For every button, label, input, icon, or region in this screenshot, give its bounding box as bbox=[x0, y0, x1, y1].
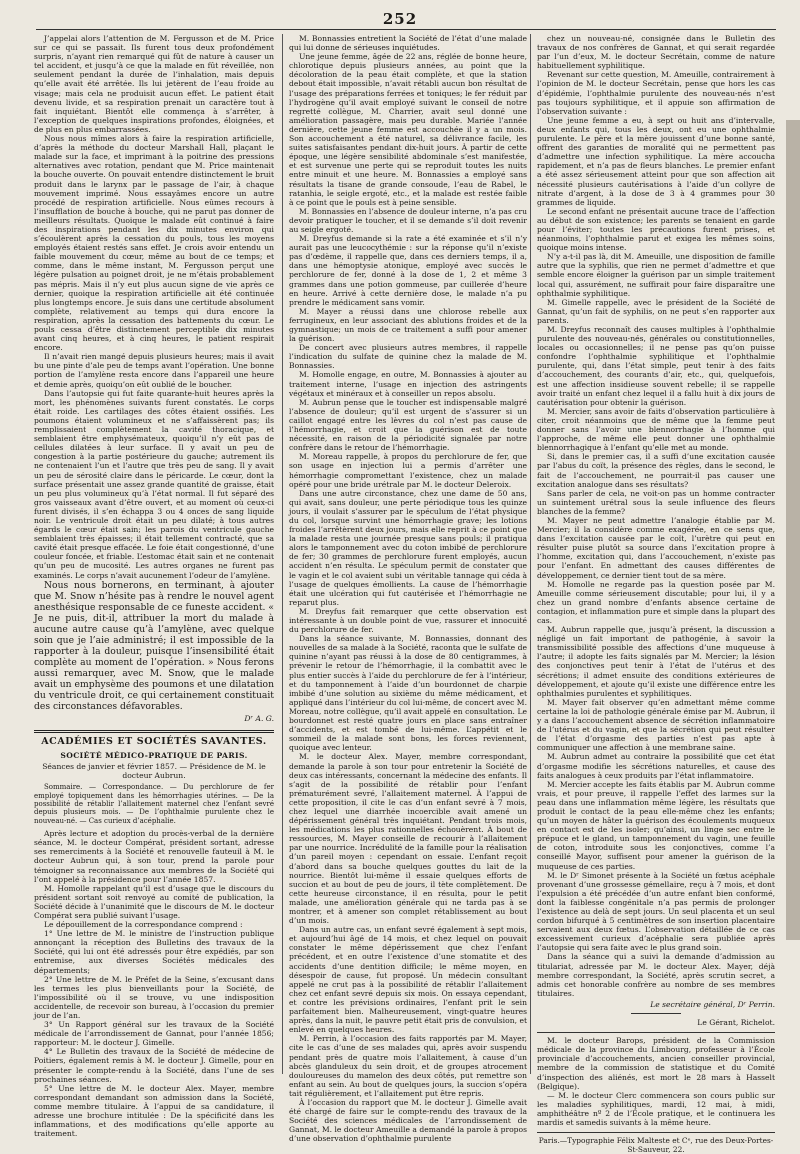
paragraph: M. Mayer fait observer qu’en admettant même comme certaine la loi de pathologie générale émise par M. Aubrun, il y a dans l’accouchement absence de sécrétion inflammatoire de l’utérus et du vagin, et que la sécrétion qui peut résulter de l’état d’orgasme des parties n’est pas apte à communiquer une affection à une membrane saine. bbox=[537, 697, 775, 753]
society-name: SOCIÉTÉ MÉDICO-PRATIQUE DE PARIS. bbox=[60, 750, 248, 760]
paragraph: M. Bonnassies en l’absence de douleur interne, n’a pas cru devoir pratiquer le toucher, et il se demande s’il doit revenir au seigle ergoté. bbox=[289, 206, 527, 234]
paragraph: Dans l’autopsie qui fut faite quarante-huit heures après la mort, les phénomènes suivants furent constatés. Le corps était roide. Les cartilages des côtes étaient ossifiés. Les poumons étaient volumineux et ne s’affaissèrent pas; ils remplissaient complètement la cavité thoracique, et semblaient être emphysémateux, quoiqu’il n’y eût pas de cellules dilatées à leur surface. Il y avait un peu de congestion à la partie postérieure du gauche; autrement ils ne contenaient l’un et l’autre que très peu de sang. Il y avait un peu de sérosité claire dans le péricarde. Le cœur, dont la surface présentait une assez grande quantité de graisse, était un peu plus volumineux qu’à l’état normal. Il fut séparé des gros vaisseaux avant d’être ouvert, et au moment où ceux-ci furent divisés, il s’en échappa 3 ou 4 onces de sang liquide noir. Le ventricule droit était un peu dilaté; à tous autres égards le cœur était sain; les parois du ventricule gauche semblaient très épaisses; il était tellement contracté, que sa cavité était presque effacée. Le foie était congestionné, d’une couleur foncée, et friable. L’estomac était sain et ne contenait qu’un peu de mucosité. Les autres organes ne furent pas examinés. Le corps n’avait aucunement l’odeur de l’amylène. bbox=[34, 388, 274, 580]
article-signature: Dʳ A. G. bbox=[244, 713, 274, 723]
paragraph: Une jeune femme a eu, à sept ou huit ans d’intervalle, deux enfants qui, tous les deux, ont eu une ophthalmie purulente. Le père et la mère jouissent d’une bonne santé, offrent des garanties de moralité qui ne permettent pas d’admettre une infection syphilitique. La mère accoucha rapidement, et n’a pas de fleurs blanches. Le premier enfant a été assez sérieusement atteint pour que son affection ait nécessité plusieurs cautérisations à l’aide d’un collyre de nitrate d’argent, à la dose de 3 à 4 grammes pour 30 grammes de liquide. bbox=[537, 115, 775, 207]
paragraph: Revenant sur cette question, M. Ameuille, contrairement à l’opinion de M. le docteur Secrétain, pense que hors les cas d’épidémie, l’ophthalmie purulente des nouveau-nés n’est pas toujours syphilitique, et il appuie son affirmation de l’observation suivante : bbox=[537, 70, 775, 116]
paragraph: M. Aubrun pense que le toucher est indispensable malgré l’absence de douleur; qu’il est urgent de s’assurer si un caillot engagé entre les lèvres du col n’est pas cause de l’hémorrhagie, et croit que la guérison est de toute nécessité, en raison de la périodicité signalée par notre confrère dans le retour de l’hémorrhagie. bbox=[289, 397, 527, 453]
paragraph: M. Mayer a réussi dans une chlorose rebelle aux ferrugineux, en leur associant des ablutions froides et de la gymnastique; un mois de ce traitement a suffi pour amener la guérison. bbox=[289, 306, 527, 344]
paragraph: M. Mercier, sans avoir de faits d’observation particulière à citer, croit néanmoins que de même que la femme peut donner sans l’avoir une blennorrhagie à l’homme qui l’approche, de même elle peut donner une ophthalmie blennorrhagique à l’enfant qu’elle met au monde. bbox=[537, 406, 775, 453]
paragraph: N’y a-t-il pas là, dit M. Ameuille, une disposition de famille autre que la syphilis, que rien ne permet d’admettre et que semble encore éloigner la guérison par un simple traitement local qui, assurément, ne suffirait pour faire disparaître une ophthalmie syphilitique. bbox=[537, 252, 775, 298]
summary: Sommaire. — Correspondance. — Du perchlorure de fer employé topiquement dans les hémorrhagies utérines. — De la possibilité de rétablir l’allaitement maternel chez l’enfant sevré depuis plusieurs mois. — De l’ophthalmie purulente chez le nouveau-né. — Cas curieux d’acéphalie. bbox=[34, 783, 274, 825]
paragraph: M. Homolle rappelant qu’il est d’usage que le discours du président sortant soit renvoyé au comité de publication, la Société décide à l’unanimité que le discours de M. le docteur Compérat sera publié suivant l’usage. bbox=[34, 883, 274, 920]
paragraph: Dans une autre circonstance, chez une dame de 50 ans, qui avait, sans douleur, une perte périodique tous les quinze jours, il voulait s’assurer par le spéculum de l’état physique du col, lorsque survint une hémorrhagie grave; les lotions froides l’arrêtèrent deux jours, mais elle reprit à ce point que la malade resta une journée presque sans pouls; il pratiqua alors le tamponnement avec du coton imbibé de perchlorure de fer; 30 grammes de perchlorure furent employés, aucun accident n’en résulta. Le spéculum permit de constater que le vagin et le col avaient subi un véritable tannage qui céda à l’usage de quelques émollients. La cause de l’hémorrhagie était une ulcération qui fut cautérisée et l’hémorrhagie ne reparut plus. bbox=[289, 488, 527, 607]
paragraph: Nous nous mîmes alors à faire la respiration artificielle, d’après la méthode du docteur Marshall Hall, plaçant le malade sur la face, et imprimant à la poitrine des pressions alternatives avec rotation, pendant que M. Price maintenait la bouche ouverte. On pouvait entendre distinctement le bruit produit dans le larynx par le passage de l’air, à chaque mouvement imprimé. Nous essayâmes encore un autre procédé de respiration artificielle. Nous eûmes recours à l’insufflation de bouche à bouche, qui ne parut pas donner de meilleurs résultats. Quoique le malade eût continué à faire des inspirations pendant les dix minutes environ qui s’écoulèrent après la cessation du pouls, tous les moyens employés étaient restés sans effet. Je crois avoir entendu un faible mouvement du cœur, même au bout de ce temps; et comme, dans le même instant, M. Fergusson perçut une légère pulsation au poignet droit, je ne m’étais probablement pas mépris. Mais il n’y eut plus aucun signe de vie après ce dernier, quoique la respiration artificielle ait été continuée plus longtemps encore. Je suis dans une certitude absolument complète, relativement au temps qui dura encore la respiration, après la cessation des battements du cœur. Le pouls cessa d’être distinctement perceptible dix minutes avant cinq heures, et à cinq heures, le patient respirait encore. bbox=[34, 134, 274, 353]
paragraph: M. Mercier accepte les faits établis par M. Aubrun comme vrais, et pour preuve, il rappelle l’effet des larmes sur la peau dans une inflammation même légère, les résultats que produit le contact de la peau elle-même chez les enfants; qu’un moyen de hâter la guérison des écoulements muqueux en contact est de les isoler; qu’ainsi, un linge sec entre le prépuce et le gland, un tamponnement du vagin, une feuille de coton, introduite sous les conjonctives, comme l’a conseillé Mayor, suffisent pour amener la guérison de la muqueuse de ces parties. bbox=[537, 779, 775, 871]
column-2 bbox=[282, 34, 527, 1144]
paragraph: Dans la séance suivante, M. Bonnassies, donnant des nouvelles de sa malade à la Société, raconta que le sulfate de quinine n’ayant pas réussi à la dose de 80 centigrammes, à prévenir le retour de l’hémorrhagie, il la combattit avec le plus entier succès à l’aide du perchlorure de fer à l’intérieur, et du tamponnement à l’aide d’un bourdonnet de charpie imbibé d’une solution au sixième du même médicament, et appliqué dans l’intérieur du col lui-même, de concert avec M. Moreau, notre collègue, qu’il avait appelé en consultation. Le bourdonnet est resté quatre jours en place sans entraîner d’accidents, et est tombé de lui-même. L’appétit et le sommeil de la malade sont bons, les forces reviennent, quoique avec lenteur. bbox=[289, 634, 527, 753]
paragraph: Sans parler de cela, ne voit-on pas un homme contracter un suintement urétral sous la seule influence des fleurs blanches de la femme? bbox=[537, 488, 775, 516]
paragraph: M. Dreyfus fait remarquer que cette observation est intéressante à un double point de vue, rassurer et innocuité du perchlorure de fer. bbox=[289, 606, 527, 635]
page-edge-shadow bbox=[786, 120, 800, 940]
notice: M. le docteur Barops, président de la Commission médicale de la province du Limbourg, professeur à l’École provinciale d’accouchements, ancien conseiller provincial, membre de la commission de statistique et du Comité d’inspection des aliénés, est mort le 28 mars à Hasselt (Belgique). bbox=[537, 1036, 775, 1091]
paragraph: M. Aubrun admet au contraire la possibilité que cet état d’orgasme modifie les sécrétions naturelles, et cause des faits analogues à ceux produits par l’état inflammatoire. bbox=[537, 752, 775, 780]
paragraph: M. Gimelle rappelle, avec le président de la Société de Gannat, qu’un fait de syphilis, on ne peut s’en rapporter aux parents. bbox=[537, 297, 775, 325]
paragraph: Après lecture et adoption du procès-verbal de la dernière séance, M. le docteur Compérat, président sortant, adresse ses remerciments à la Société et renouvelle fauteuil à M. le docteur Aubrun qui, à son tour, prend la parole pour témoigner sa reconnaissance aux membres de la Société qui l’ont appelé à la présidence pour l’année 1857. bbox=[34, 829, 274, 884]
paragraph: Dans la séance qui a suivi la demande d’admission au titulariat, adressée par M. le docteur Alex. Mayer, déjà membre correspondant, la Société, après scrutin secret, a admis cet honorable confrère au nombre de ses membres titulaires. bbox=[537, 952, 775, 998]
paragraph: M. Bonnassies entretient la Société de l’état d’une malade qui lui donne de sérieuses inquiétudes. bbox=[289, 34, 527, 53]
paragraph: chez un nouveau-né, consignée dans le Bulletin des travaux de nos confrères de Gannat, et qui serait regardée par l’un d’eux, M. le docteur Secrétain, comme de nature habituellement syphilitique. bbox=[537, 34, 775, 71]
paragraph: Le second enfant ne présentait aucune trace de l’affection au début de son existence; les parents se tenaient en garde pour l’éviter; toutes les précautions furent prises, et néanmoins, l’ophthalmie parut et exigea les mêmes soins, quoique moins intense. bbox=[537, 206, 775, 253]
closing-paragraph: Nous nous bornerons, en terminant, à ajouter que M. Snow n’hésite pas à rendre le nouvel agent anesthésique responsable de ce funeste accident. « Je ne puis, dit-il, attribuer la mort du malade à aucune autre cause qu’à l’amylène, avec quelque soin que je l’aie administré; il est impossible de la rapporter à la douleur, puisque l’insensibilité était complète au moment de l’opération. » Nous ferons aussi remarquer, avec M. Snow, que le malade avait un emphysème des poumons et une dilatation du ventricule droit, ce qui certainement constituait des circonstances défavorables. bbox=[34, 579, 274, 712]
manager-signature: Le Gérant, Richelot. bbox=[697, 1018, 775, 1028]
paragraph: Il n’avait rien mangé depuis plusieurs heures; mais il avait bu une pinte d’ale peu de temps avant l’opération. Une bonne portion de l’amylène resta encore dans l’appareil une heure et demie après, quoiqu’on eût oublié de le boucher. bbox=[34, 352, 274, 389]
paragraph: Dans un autre cas, un enfant sevré également à sept mois, et aujourd’hui âgé de 14 mois, et chez lequel on pouvait constater le même dépérissement que chez l’enfant précédent, et en outre l’existence d’une stomatite et des accidents d’une dentition difficile; le même moyen, en désespoir de cause, fut proposé. Un médecin consultant appelé ne crut pas à la possibilité de rétablir l’allaitement chez cet enfant sevré depuis six mois. On essaya cependant, et contre les prévisions ordinaires, l’enfant prit le sein parfaitement bien. Malheureusement, vingt-quatre heures après, dans la nuit, le pauvre petit était pris de convulsion, et enlevé en quelques heures. bbox=[289, 925, 527, 1035]
page-number: 252 bbox=[382, 10, 418, 28]
paragraph: À l’occasion du rapport que M. le docteur J. Gimelle avait été chargé de faire sur le compte-rendu des travaux de la Société des sciences médicales de l’arrondissement de Gannat, M. le docteur Ameuille a demandé la parole à propos d’une observation d’ophthalmie purulente bbox=[289, 1097, 527, 1144]
header-rule bbox=[36, 29, 776, 30]
paragraph: J’appelai alors l’attention de M. Fergusson et de M. Price sur ce qui se passait. Ils furent tous deux profondément surpris, n’ayant rien remarqué qui fût de nature à causer un tel accident, et jusqu’à ce que la malade en fût réveillée, non seulement pendant la durée de l’inhalation, mais depuis qu’elle avait été arrêtée. Ils lui jetèrent de l’eau froide au visage; mais cela ne produisit aucun effet. Le patient était devenu livide, et sa respiration prenait un caractère tout à fait inquiétant. Bientôt elle commença à s’arrêter, à l’exception de quelques inspirations profondes, éloignées, et de plus en plus embarrassées. bbox=[34, 34, 274, 134]
paragraph: 4° Le Bulletin des travaux de la Société de médecine de Poitiers, également remis à M. le docteur J. Gimelle, pour en présenter le compte-rendu à la Société, dans l’une de ses prochaines séances. bbox=[34, 1047, 274, 1084]
paragraph: M. Moreau rappelle, à propos du perchlorure de fer, que son usage en injection lui a permis d’arrêter une hémorrhagie compromettant l’existence, chez un malade opéré pour une bride urétrale par M. le docteur Deleroix. bbox=[289, 452, 527, 489]
paragraph: Le dépouillement de la correspondance comprend : bbox=[44, 920, 243, 930]
short-divider bbox=[631, 1013, 681, 1014]
column-1 bbox=[34, 34, 274, 1139]
paragraph: M. Aubrun rappelle que, jusqu’à présent, la discussion a négligé un fait important de pathogénie, à savoir la transmissibilité possible des affections d’une muqueuse à l’autre; il adopte les faits signalés par M. Mercier; la lésion des conjonctives peut tenir à l’état de l’utérus et des sécrétions; il admet ensuite des conditions extérieures de développement, et ajoute qu’il existe une différence entre les ophthalmies purulentes et syphilitiques. bbox=[537, 625, 775, 698]
paragraph: 2° Une lettre de M. le Préfet de la Seine, s’excusant dans les termes les plus bienveillants pour la Société, de l’impossibilité où il se trouve, vu une indisposition accidentelle, de recevoir son bureau, à l’occasion du premier jour de l’an. bbox=[34, 974, 274, 1020]
paragraph: M. Homolle ne regarde pas la question posée par M. Ameuille comme sérieusement discutable; pour lui, il y a chez un grand nombre d’enfants absence certaine de contagion, et inflammation pure et simple dans la plupart des cas. bbox=[537, 579, 775, 625]
paragraph: M. Dreyfus demande si la rate a été examinée et s’il n’y aurait pas une leucocythémie : sur la réponse qu’il n’existe pas d’œdème, il rappelle que, dans ces derniers temps, il a, dans une hémoptysie atonique, employé avec succès le perchlorure de fer, donné à la dose de 1, 2 et même 3 grammes dans une potion gommeuse, par cuillerée d’heure en heure. Arrivé à cette dernière dose, le malade n’a pu prendre le médicament sans vomir. bbox=[289, 234, 527, 307]
paragraph: M. Mayer ne peut admettre l’analogie établie par M. Mercier; il la considère comme exagérée, en ce sens que, dans l’excitation causée par le coït, l’urètre qui peut en résulter puise plutôt sa source dans l’excitation propre à l’homme, excitation qui, dans l’accouchement, n’existe pas pour l’enfant. En admettant des causes différentes de développement, ce dernier tient tout de sa mère. bbox=[537, 515, 775, 580]
paragraph: Si, dans le premier cas, il a suffi d’une excitation causée par l’abus du coït, la présence des règles, dans le second, le fait de l’accouchement, ne pourrait-il pas causer une excitation analogue dans ses résultats? bbox=[537, 452, 775, 489]
section-divider bbox=[34, 730, 274, 733]
notice-divider bbox=[537, 1032, 775, 1033]
paragraph: M. le Dʳ Simonet présente à la Société un fœtus acéphale provenant d’une grossesse gémellaire, reçu à 7 mois, et dont l’expulsion a été précédée d’un autre enfant bien conformé, dont la faiblesse congénitale n’a pas permis de prolonger l’existence au delà de sept jours. Un seul placenta et un seul cordon bifurqué à 5 centimètres de son insertion placentaire servaient aux deux fœtus. L’observation détaillée de ce cas excessivement curieux d’acéphalie sera publiée après l’autopsie qui sera faite avec le plus grand soin. bbox=[537, 870, 775, 953]
paragraph: Une jeune femme, âgée de 22 ans, réglée de bonne heure, chlorotique depuis plusieurs années, au point que la décoloration de la peau était complète, et que la station debout était impossible, n’avait rétabli aucun bon résultat de l’usage des préparations ferrées et toniques; le fer réduit par l’hydrogène qu’il avait employé suivant le conseil de notre regretté collègue, M. Charrier, avait seul donné une amélioration passagère, mais peu durable. Mariée l’année dernière, cette jeune femme est accouchée il y a un mois. Son accouchement a été naturel, sa délivrance facile, les suites satisfaisantes pendant dix-huit jours. À partir de cette époque, une légère sensibilité abdominale s’est manifestée, et est survenue une perte qui se reproduit toutes les nuits entre minuit et une heure. M. Bonnassies a employé sans résultats la tisane de grande consoude, l’eau de Rabel, le ratanhia, le seigle ergoté, etc., et la malade est restée faible à ce point que le pouls est à peine sensible. bbox=[289, 52, 527, 207]
paragraph: M. le docteur Alex. Mayer, membre correspondant, demande la parole à son tour pour entretenir la Société de deux cas intéressants, concernant la médecine des enfants. Il s’agit de la possibilité de rétablir pour l’enfant prématurément sevré, l’allaitement maternel. À l’appui de cette proposition, il cite le cas d’un enfant sevré à 7 mois, chez lequel une diarrhée incoercible avait amené un dépérissement général très inquiétant. Pendant trois mois, les médications les plus rationnelles échouèrent. À bout de ressources, M. Mayer conseille de recourir à l’allaitement par une nourrice. Incrédulité de la famille pour la réalisation d’un pareil moyen : cependant on essaie. L’enfant reçoit d’abord dans sa bouche quelques gouttes du lait de la nourrice. Bientôt lui-même il essaie quelques efforts de succion et au bout de peu de jours, il tète complètement. De cette heureuse circonstance, il en résulta, pour le petit malade, une amélioration générale qui ne tarda pas à se montrer, et à amener son complet rétablissement au bout d’un mois. bbox=[289, 752, 527, 926]
notice: — M. le docteur Clerc commencera son cours public sur les maladies syphilitiques, mardi, 12 mai, à midi, amphithéâtre nº 2 de l’École pratique, et le continuera les mardis et samedis suivants à la même heure. bbox=[537, 1090, 775, 1127]
paragraph: 5° Une lettre de M. le docteur Alex. Mayer, membre correspondant demandant son admission dans la Société, comme membre titulaire. À l’appui de sa candidature, il adresse une brochure intitulée : De la spécificité dans les inflammations, et des modifications qu’elle apporte au traitement. bbox=[34, 1083, 274, 1139]
secretary-signature: Le secrétaire général, Dʳ Perrin. bbox=[650, 999, 775, 1009]
paragraph: M. Dreyfus reconnaît des causes multiples à l’ophthalmie purulente des nouveau-nés, générales ou constitutionnelles, locales ou occasionnelles; il ne pense pas qu’on puisse confondre l’ophthalmie syphilitique et l’ophthalmie purulente, qui, dans l’état simple, peut tenir à des faits d’accouchement, des courants d’air, etc., qui, quelquefois, est une affection insidieuse souvent rebelle; il se rappelle avoir traité un enfant chez lequel il a fallu huit à dix jours de cautérisation pour obtenir la guérison. bbox=[537, 325, 775, 407]
paragraph: 1° Une lettre de M. le ministre de l’instruction publique annonçant la réception des Bulletins des travaux de la Société, qui lui ont été adressés pour être expédiés, par son entremise, aux diverses Sociétés médicales des départements; bbox=[34, 929, 274, 975]
printer-line: Paris.—Typographie Félix Malteste et Cᵉ, rue des Deux-Portes-St-Sauveur, 22. bbox=[538, 1136, 774, 1154]
paragraph: M. Perrin, à l’occasion des faits rapportés par M. Mayer, cite le cas d’une de ses malades qui, après avoir suspendu pendant près de quatre mois l’allaitement, à cause d’un abcès glanduleux du sein droit, et de groupes atrocement douloureuses du mamelon des deux côtés, put remettre son enfant au sein. Au bout de quelques jours, la succion s’opéra tait régulièrement, et l’allaitement put être repris. bbox=[289, 1034, 527, 1098]
column-3 bbox=[530, 34, 775, 1154]
paragraph: De concert avec plusieurs autres membres, il rappelle l’indication du sulfate de quinine chez la malade de M. Bonnassies. bbox=[289, 343, 527, 371]
paragraph: M. Homolle engage, en outre, M. Bonnassies à ajouter au traitement interne, l’usage en injection des astringents végétaux et minéraux et à conseiller un repos absolu. bbox=[289, 370, 527, 398]
session-line: Séances de janvier et février 1857. — Présidence de M. le docteur Aubrun. bbox=[42, 761, 266, 780]
paragraph: 3° Un Rapport général sur les travaux de la Société médicale de l’arrondissement de Gannat, pour l’année 1856; rapporteur: M. le docteur J. Gimelle. bbox=[34, 1020, 274, 1048]
footer-divider bbox=[537, 1132, 775, 1133]
section-title: ACADÉMIES ET SOCIÉTÉS SAVANTES. bbox=[41, 735, 267, 747]
